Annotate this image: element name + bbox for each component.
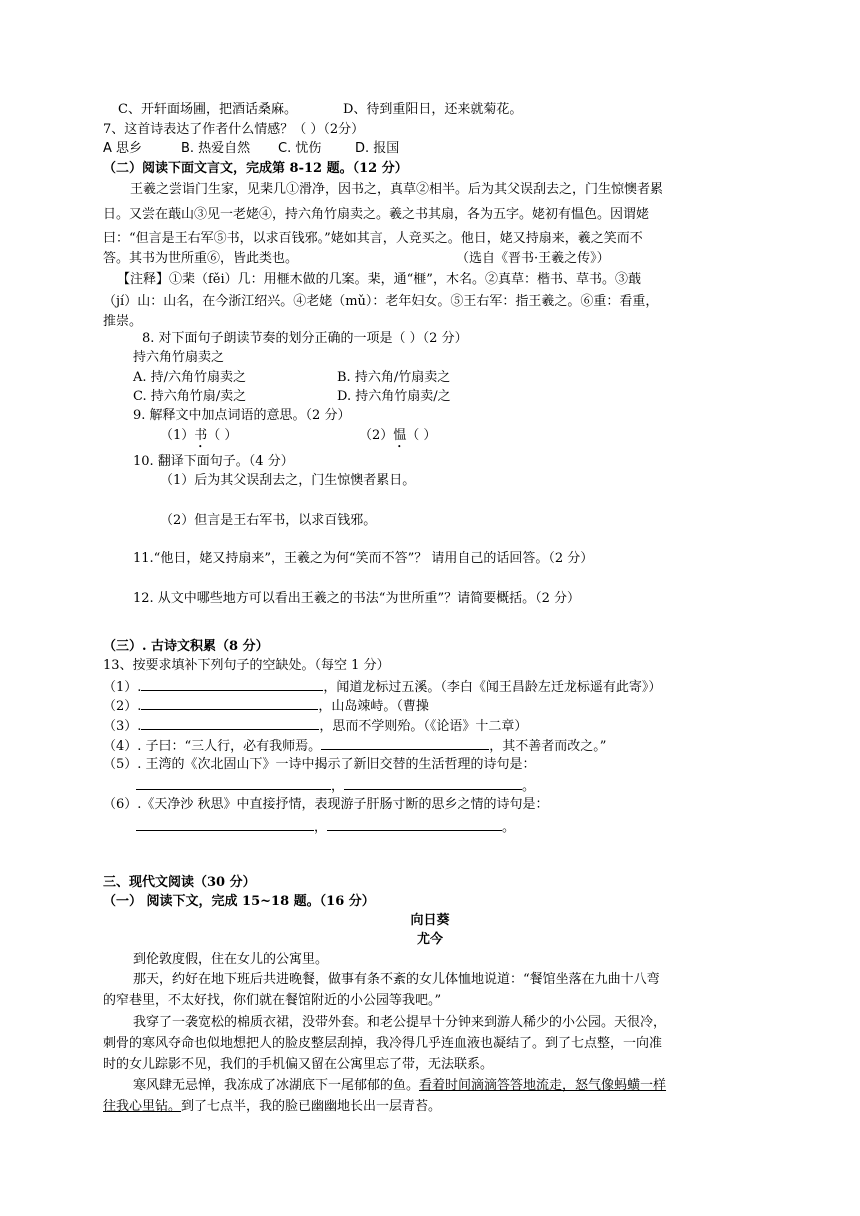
notes-line-3: 推崇。 xyxy=(103,314,143,329)
fill-line-6: （6）.《天净沙 秋思》中直接抒情，表现游子肝肠寸断的思乡之情的诗句是： xyxy=(103,797,549,812)
q10-sentence-1: （1）后为其父误刮去之，门生惊懊者累日。 xyxy=(160,473,416,488)
blank-5b[interactable] xyxy=(344,777,522,790)
article-title: 向日葵 xyxy=(410,913,450,928)
fill-line-3: （3）. ，思而不学则殆。（《论语》十二章） xyxy=(103,719,528,734)
blank-4[interactable] xyxy=(321,737,489,750)
q8-option-b: B. 持六角/竹扇卖之 xyxy=(337,370,451,385)
subsection-heading-modern: （一） 阅读下文，完成 15~18 题。（16 分） xyxy=(103,894,375,909)
question-7: 7、这首诗表达了作者什么情感？（ ）（2分） xyxy=(103,122,365,137)
q8-option-d: D. 持六角竹扇卖/之 xyxy=(337,389,451,404)
q9-dotted-word-2: 愠 xyxy=(393,428,407,443)
classical-text-line-2: 日。又尝在蕺山③见一老姥④，持六角竹扇卖之。羲之书其扇，各为五字。姥初有愠色。因谓姥 xyxy=(103,207,650,222)
fill-line-4: （4）. 子曰：“三人行，必有我师焉。 ，其不善者而改之。” xyxy=(103,739,607,754)
classical-text-line-1: 王羲之尝诣门生家，见棐几①滑净，因书之，真草②相半。后为其父误刮去之，门生惊懊者累 xyxy=(130,182,664,197)
section-heading-accumulation: （三）. 古诗文积累（8 分） xyxy=(103,639,269,654)
fill-line-5-blanks: ， 。 xyxy=(136,777,535,795)
option-d: D、待到重阳日，还来就菊花。 xyxy=(343,102,523,117)
blank-5a[interactable] xyxy=(136,777,331,790)
option-c: C、开轩面场圃，把酒话桑麻。 xyxy=(118,102,297,117)
question-11: 11.“他日，姥又持扇来”，王羲之为何“笑而不答”？ 请用自己的话回答。（2 分） xyxy=(133,551,594,566)
article-para-2-line-1: 那天，约好在地下班后共进晚餐，做事有条不紊的女儿体恤地说道：“餐馆坐落在九曲十八弯 xyxy=(133,972,660,987)
notes-line-1: 【注释】①棐（fěi）几：用榧木做的几案。棐，通“榧”，木名。②真草：楷书、草书。③蕺 xyxy=(117,272,641,287)
question-13: 13、按要求填补下列句子的空缺处。（每空 1 分） xyxy=(103,658,390,673)
classical-text-line-4: 答。其书为世所重⑥，皆此类也。 xyxy=(103,251,299,266)
q8-sentence: 持六角竹扇卖之 xyxy=(133,350,225,365)
q9-item-2: （2）愠（ ） xyxy=(359,428,437,443)
blank-6b[interactable] xyxy=(327,818,502,831)
blank-3[interactable] xyxy=(141,717,319,730)
fill-line-1: （1）. ，闻道龙标过五溪。（李白《闻王昌龄左迁龙标遥有此寄》） xyxy=(103,680,662,695)
section-heading-modern: 三、现代文阅读（30 分） xyxy=(103,875,256,890)
blank-1[interactable] xyxy=(141,678,323,691)
q7-option-b: B. 热爱自然 xyxy=(181,141,251,156)
q9-item-1: （1）书（ ） xyxy=(160,428,238,443)
article-para-4-line-2: 往我心里钻。到了七点半，我的脸已幽幽地长出一层青苔。 xyxy=(103,1099,442,1114)
blank-6a[interactable] xyxy=(136,818,314,831)
article-para-4-line-1: 寒风肆无忌惮，我冻成了冰湖底下一尾郁郁的鱼。看着时间滴滴答答地流走，怒气像蚂蟥一样 xyxy=(133,1078,667,1093)
blank-2[interactable] xyxy=(141,697,318,710)
article-para-3-line-2: 刺骨的寒风夺命也似地想把人的脸皮整层刮掉，我冷得几乎连血液也凝结了。到了七点整，一向准 xyxy=(103,1036,663,1051)
q7-option-a: A 思乡 xyxy=(103,141,143,156)
question-12: 12. 从文中哪些地方可以看出王羲之的书法“为世所重”？请简要概括。（2 分） xyxy=(133,591,581,606)
article-para-3-line-1: 我穿了一袭宽松的棉质衣裙，没带外套。和老公提早十分钟来到游人稀少的小公园。天很冷， xyxy=(133,1015,667,1030)
underlined-sentence: 看着时间滴滴答答地流走，怒气像蚂蟥一样 xyxy=(419,1078,667,1093)
fill-line-2: （2）. ，山岛竦峙。（曹操 xyxy=(103,699,429,714)
article-para-2-line-2: 的窄巷里，不太好找，你们就在餐馆附近的小公园等我吧。” xyxy=(103,993,442,1008)
q7-option-d: D. 报国 xyxy=(355,141,400,156)
question-10: 10. 翻译下面句子。（4 分） xyxy=(133,454,294,469)
question-8: 8. 对下面句子朗读节奏的划分正确的一项是（ ）（2 分） xyxy=(142,331,468,346)
article-para-1: 到伦敦度假，住在女儿的公寓里。 xyxy=(133,952,329,967)
underlined-sentence-cont: 往我心里钻。 xyxy=(103,1099,182,1114)
q7-option-c: C. 忧伤 xyxy=(278,141,322,156)
article-para-3-line-3: 时的女儿踪影不见，我们的手机偏又留在公寓里忘了带，无法联系。 xyxy=(103,1057,494,1072)
section-heading-classical: （二）阅读下面文言文，完成第 8-12 题。（12 分） xyxy=(103,161,408,176)
q8-option-a: A. 持/六角竹扇卖之 xyxy=(133,370,247,385)
fill-line-5: （5）. 王湾的《次北固山下》一诗中揭示了新旧交替的生活哲理的诗句是： xyxy=(103,757,536,772)
notes-line-2: （jí）山：山名，在今浙江绍兴。④老姥（mǔ）：老年妇女。⑤王右军：指王羲之。⑥重：看重， xyxy=(103,294,659,309)
classical-source: （选自《晋书·王羲之传》） xyxy=(456,251,610,266)
q10-sentence-2: （2）但言是王右军书，以求百钱邪。 xyxy=(160,513,377,528)
article-author: 尤今 xyxy=(416,932,443,947)
q8-option-c: C. 持六角竹扇/卖之 xyxy=(133,389,247,404)
question-9: 9. 解释文中加点词语的意思。（2 分） xyxy=(133,408,351,423)
q9-dotted-word-1: 书 xyxy=(194,428,208,443)
fill-line-6-blanks: ， 。 xyxy=(136,818,515,836)
classical-text-line-3: 曰：“但言是王右军⑤书，以求百钱邪。”姥如其言，人竞买之。他日，姥又持扇来，羲之笑而不 xyxy=(103,231,643,246)
